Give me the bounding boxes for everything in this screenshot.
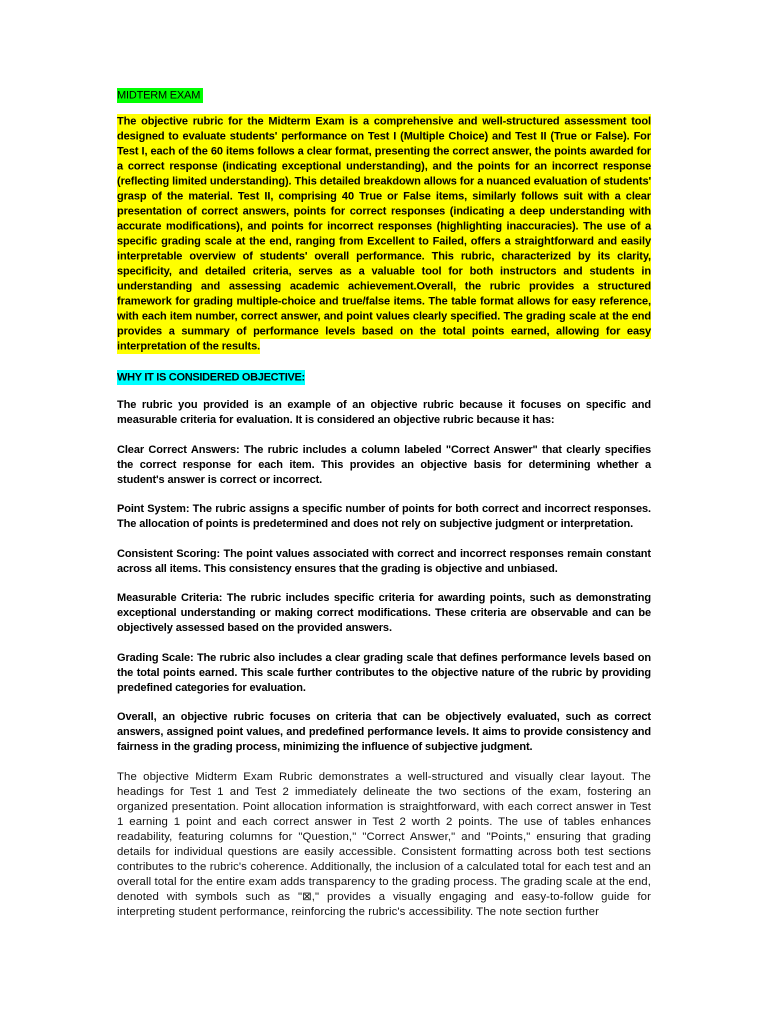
criterion-point-system: Point System: The rubric assigns a specific number of points for both correct and incorrect responses. The allocation of points is predetermined and does not rely on subjective judgment or interpretation. <box>117 503 651 530</box>
criterion-clear-correct-answers: Clear Correct Answers: The rubric includes a column labeled "Correct Answer" that clearly specifies the correct response for each item. This provides an objective basis for determining whether a student's answer is correct or incorrect. <box>117 443 651 486</box>
criterion-measurable-criteria: Measurable Criteria: The rubric includes specific criteria for awarding points, such as demonstrating exceptional understanding or making correct modifications. These criteria are observable and can be objectively assessed based on the provided answers. <box>117 592 651 634</box>
closing-paragraph: The objective Midterm Exam Rubric demonstrates a well-structured and visually clear layout. The headings for Test 1 and Test 2 immediately delineate the two sections of the exam, fostering an organized presentation. Point allocation information is straightforward, with each correct answer in Test 1 earning 1 point and each correct answer in Test 2 worth 2 points. The use of tables enhances readability, featuring columns for "Question," "Correct Answer," and "Points," ensuring that grading details for individual questions are easily accessible. Consistent formatting across both test sections contributes to the rubric's coherence. Additionally, the inclusion of a calculated total for each test and an overall total for the entire exam adds transparency to the grading process. The grading scale at the end, denoted with symbols such as "⊠," provides a visually engaging and easy-to-follow guide for interpreting student performance, reinforcing the rubric's accessibility. The note section further <box>117 770 651 918</box>
conclusion-paragraph: Overall, an objective rubric focuses on criteria that can be objectively evaluated, such as correct answers, assigned point values, and predefined performance levels. It aims to provide consistency and fairness in the grading process, minimizing the influence of subjective judgment. <box>117 711 651 753</box>
title-line <box>117 88 651 103</box>
criterion-consistent-scoring: Consistent Scoring: The point values associated with correct and incorrect responses remain constant across all items. This consistency ensures that the grading is objective and unbiased. <box>117 547 651 575</box>
exam-title: MIDTERM EXAM <box>117 88 203 103</box>
objective-intro-paragraph: The rubric you provided is an example of an objective rubric because it focuses on specific and measurable criteria for evaluation. It is considered an objective rubric because it has: <box>117 399 651 426</box>
document-body <box>117 88 651 934</box>
section-heading-line <box>117 370 651 385</box>
intro-paragraph-text: The objective rubric for the Midterm Exam is a comprehensive and well-structured assessment tool designed to evaluate students' performance on Test I (Multiple Choice) and Test II (True or False). For Test I, each of the 60 items follows a clear format, presenting the correct answer, the points awarded for a correct response (indicating exceptional understanding), and the points for an incorrect response (reflecting limited understanding). This detailed breakdown allows for a nuanced evaluation of students' grasp of the material. Test II, comprising 40 True or False items, similarly follows suit with a clear presentation of correct answers, points for correct responses (indicating a deep understanding with accurate modifications), and points for incorrect responses (highlighting inaccuracies). The use of a specific grading scale at the end, ranging from Excellent to Failed, offers a straightforward and easily interpretable overview of students' overall performance. This rubric, characterized by its clarity, specificity, and detailed criteria, serves as a valuable tool for both instructors and students in understanding and assessing academic achievement.Overall, the rubric provides a structured framework for grading multiple-choice and true/false items. The table format allows for easy reference, with each item number, correct answer, and point values clearly specified. The grading scale at the end provides a summary of performance levels based on the total points earned, allowing for easy interpretation of the results. <box>117 115 651 352</box>
section-heading: WHY IT IS CONSIDERED OBJECTIVE: <box>117 371 305 383</box>
intro-paragraph <box>117 114 651 354</box>
criterion-grading-scale: Grading Scale: The rubric also includes a clear grading scale that defines performance levels based on the total points earned. This scale further contributes to the objective nature of the rubric by providing predefined categories for evaluation. <box>117 651 651 694</box>
